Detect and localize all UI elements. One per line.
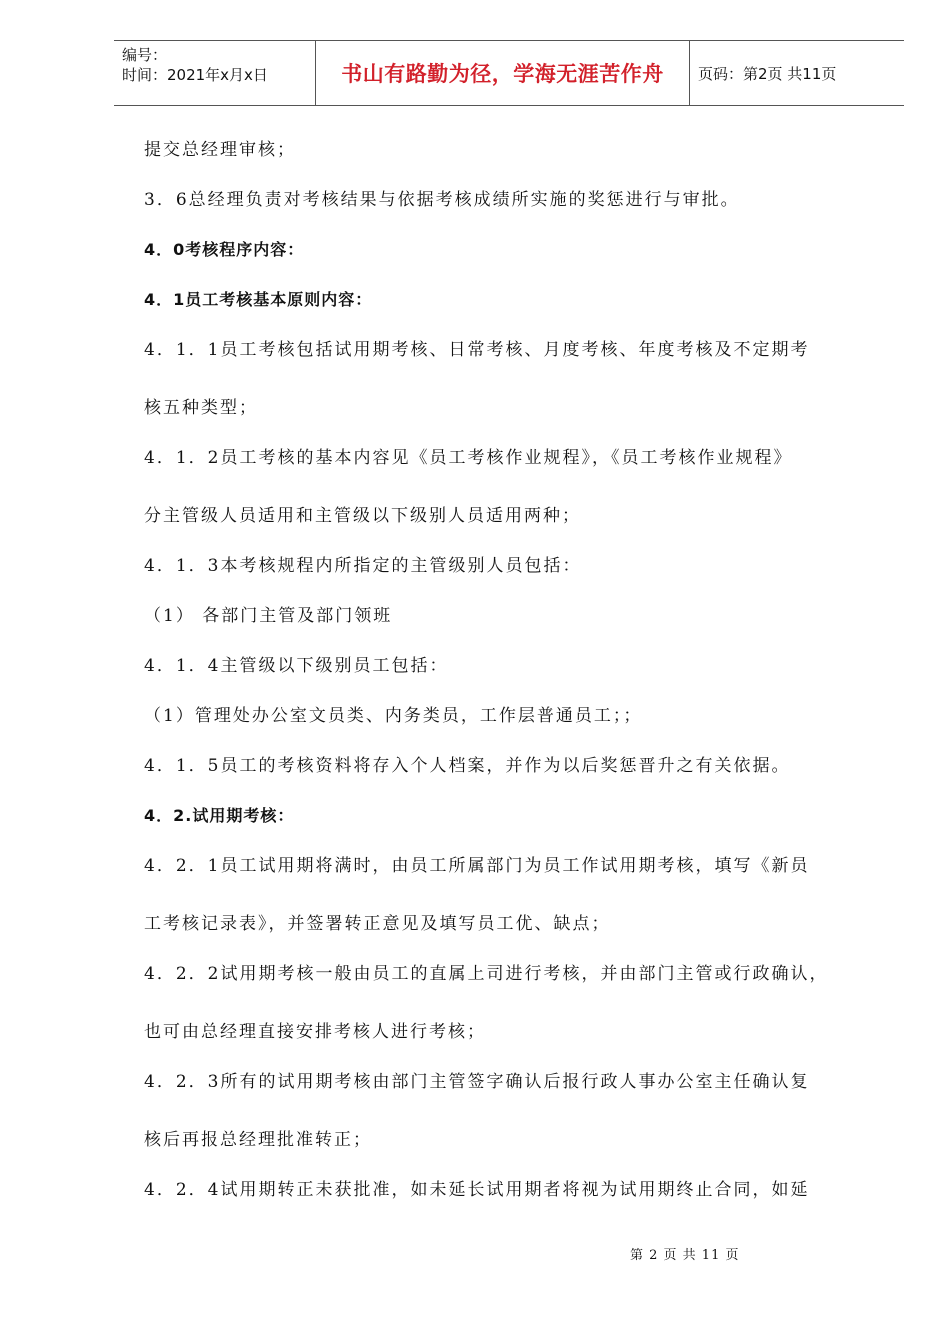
- body-line: 4．1．5员工的考核资料将存入个人档案，并作为以后奖惩晋升之有关依据。: [144, 756, 791, 776]
- body-line: （1） 各部门主管及部门领班: [144, 606, 393, 626]
- number-label: 编号：: [122, 46, 168, 64]
- header-meta: [114, 41, 316, 105]
- body-line: 核五种类型；: [144, 398, 258, 418]
- body-line: 也可由总经理直接安排考核人进行考核；: [144, 1022, 486, 1042]
- body-line: 4．2．3所有的试用期考核由部门主管签字确认后报行政人事办公室主任确认复: [144, 1072, 810, 1092]
- header-slogan: 书山有路勤为径，学海无涯苦作舟: [316, 41, 690, 105]
- body-line: 4．1．1员工考核包括试用期考核、日常考核、月度考核、年度考核及不定期考: [144, 340, 810, 360]
- body-line: 4．2．4试用期转正未获批准，如未延长试用期者将视为试用期终止合同，如延: [144, 1180, 810, 1200]
- body-line: 提交总经理审核；: [144, 140, 296, 160]
- section-heading: 4．2.试用期考核：: [144, 806, 295, 825]
- body-line: 分主管级人员适用和主管级以下级别人员适用两种；: [144, 506, 581, 526]
- body-line: 4．2．1员工试用期将满时，由员工所属部门为员工作试用期考核，填写《新员: [144, 856, 810, 876]
- body-line: 4．1．4主管级以下级别员工包括：: [144, 656, 449, 676]
- body-line: 4．1．3本考核规程内所指定的主管级别人员包括：: [144, 556, 582, 576]
- body-line: 4．2．2试用期考核一般由员工的直属上司进行考核，并由部门主管或行政确认，: [144, 964, 829, 984]
- body-line: 核后再报总经理批准转正；: [144, 1130, 372, 1150]
- section-heading: 4．1员工考核基本原则内容：: [144, 290, 373, 309]
- document-body: [144, 128, 884, 1218]
- time-label: 时间：2021年x月x日: [122, 66, 268, 84]
- footer-page-number: 第 2 页 共 11 页: [630, 1248, 740, 1263]
- page-header: [114, 40, 904, 106]
- body-line: 4．1．2员工考核的基本内容见《员工考核作业规程》，《员工考核作业规程》: [144, 448, 793, 468]
- body-line: （1）管理处办公室文员类、内务类员，工作层普通员工；；: [144, 706, 643, 726]
- body-line: 3．6总经理负责对考核结果与依据考核成绩所实施的奖惩进行与审批。: [144, 190, 740, 210]
- section-heading: 4．0考核程序内容：: [144, 240, 305, 259]
- body-line: 工考核记录表》，并签署转正意见及填写员工优、缺点；: [144, 914, 611, 934]
- header-page-number: 页码：第2页 共11页: [698, 64, 837, 83]
